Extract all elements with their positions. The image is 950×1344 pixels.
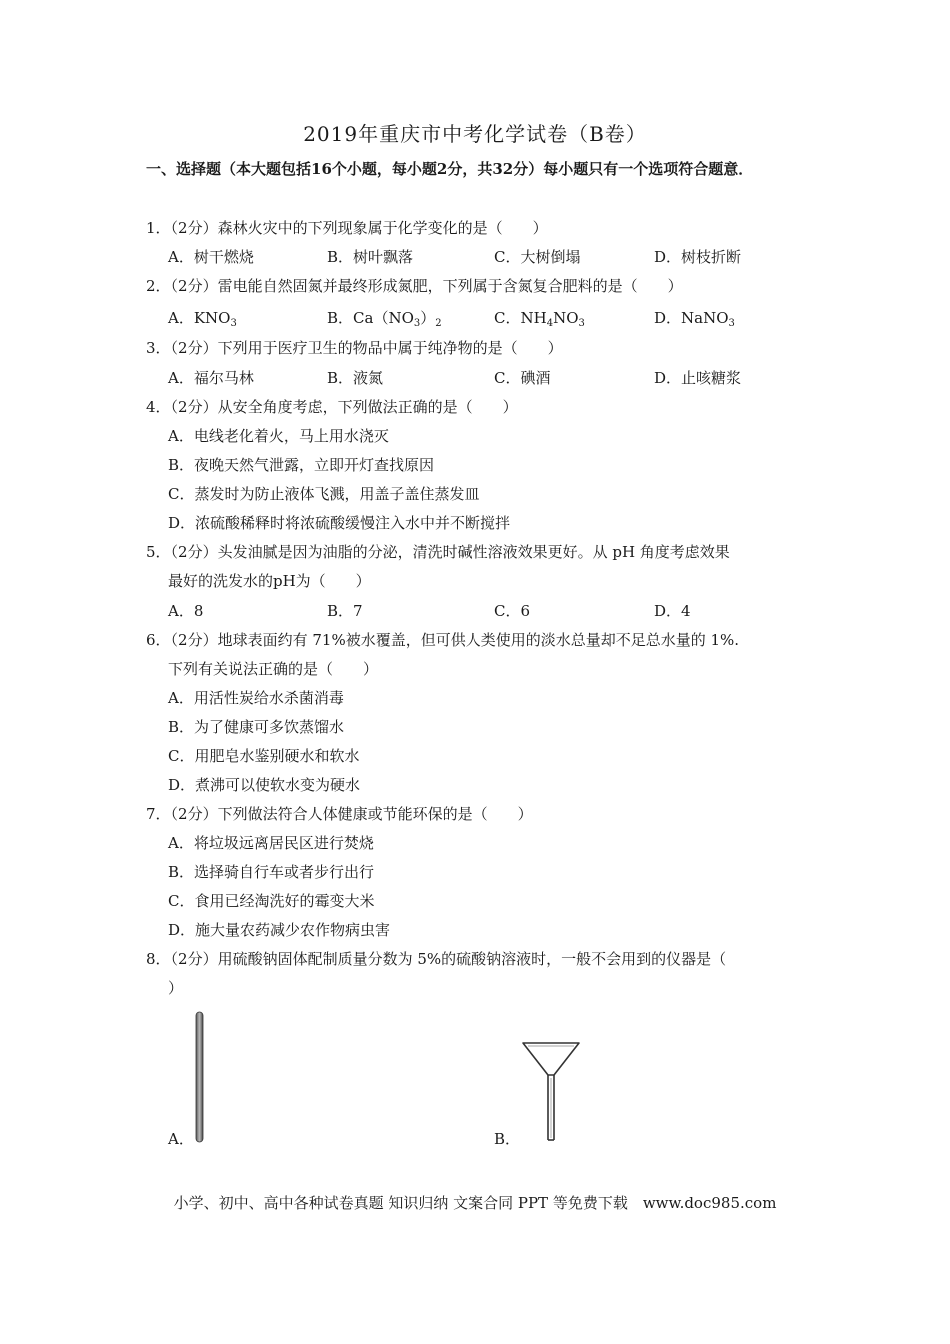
question-6-option-a: A．用活性炭给水杀菌消毒: [168, 689, 344, 707]
question-3-option-b: B．液氮: [327, 369, 384, 387]
question-4-option-c: C．蒸发时为防止液体飞溅，用盖子盖住蒸发皿: [168, 485, 480, 503]
question-4-option-d: D．浓硫酸稀释时将浓硫酸缓慢注入水中并不断搅拌: [168, 514, 511, 532]
question-7-option-b: B．选择骑自行车或者步行出行: [168, 863, 375, 881]
question-4-option-a: A．电线老化着火，马上用水浇灭: [168, 427, 389, 445]
glass-rod-figure: [190, 1010, 210, 1145]
question-7-option-d: D．施大量农药减少农作物病虫害: [168, 921, 391, 939]
question-6-option-c: C．用肥皂水鉴别硬水和软水: [168, 747, 360, 765]
question-7-stem: 7．（2分）下列做法符合人体健康或节能环保的是（ ）: [146, 805, 533, 823]
question-2-option-d: D．NaNO$_3$: [654, 309, 735, 329]
question-5-stem-continued: 最好的洗发水的pH为（ ）: [168, 572, 371, 590]
question-4-stem: 4．（2分）从安全角度考虑，下列做法正确的是（ ）: [146, 398, 518, 416]
question-1-option-b: B．树叶飘落: [327, 248, 414, 266]
question-8-stem: 8．（2分）用硫酸钠固体配制质量分数为 5%的硫酸钠溶液时，一般不会用到的仪器是（: [146, 950, 727, 968]
question-5-stem: 5．（2分）头发油腻是因为油脂的分泌，清洗时碱性溶液效果更好。从 pH 角度考虑效果: [146, 543, 730, 561]
question-3-option-c: C．碘酒: [494, 369, 551, 387]
question-2-option-b: B．$Ca(NO_3)_2$: [327, 309, 442, 329]
question-3-option-d: D．止咳糖浆: [654, 369, 742, 387]
question-7-option-c: C．食用已经淘洗好的霉变大米: [168, 892, 375, 910]
question-1-option-d: D．树枝折断: [654, 248, 742, 266]
section-header: 一、选择题（本大题包括16个小题，每小题2分，共32分）每小题只有一个选项符合题意．: [146, 160, 754, 178]
question-1-stem: 1．（2分）森林火灾中的下列现象属于化学变化的是（ ）: [146, 219, 548, 237]
footer-text: 小学、初中、高中各种试卷真题 知识归纳 文案合同 PPT 等免费下载 www.doc985.com: [173, 1194, 777, 1212]
question-8-option-b: B．: [494, 1130, 521, 1148]
question-1-option-a: A．树干燃烧: [168, 248, 254, 266]
question-2-option-c: C．$NH_4NO_3$: [494, 309, 585, 329]
question-7-option-a: A．将垃圾远离居民区进行焚烧: [168, 834, 374, 852]
question-5-option-c: C．6: [494, 602, 531, 620]
question-6-stem: 6．（2分）地球表面约有 71%被水覆盖，但可供人类使用的淡水总量却不足总水量的 1%.: [146, 631, 740, 649]
question-1-option-c: C．大树倒塌: [494, 248, 581, 266]
funnel-figure: [520, 1038, 582, 1144]
question-6-option-b: B．为了健康可多饮蒸馏水: [168, 718, 345, 736]
page-title: 2019年重庆市中考化学试卷（B卷）: [303, 122, 647, 146]
question-8-stem-continued: ）: [168, 979, 184, 997]
question-3-stem: 3．（2分）下列用于医疗卫生的物品中属于纯净物的是（ ）: [146, 339, 563, 357]
question-3-option-a: A．福尔马林: [168, 369, 254, 387]
question-5-option-a: A．8: [168, 602, 204, 620]
question-6-option-d: D．煮沸可以使软水变为硬水: [168, 776, 361, 794]
question-8-option-a: A．: [168, 1130, 194, 1148]
question-2-option-a: A．$KNO_3$: [168, 309, 237, 329]
question-6-stem-continued: 下列有关说法正确的是（ ）: [168, 660, 379, 678]
question-5-option-b: B．7: [327, 602, 363, 620]
question-2-stem: 2．（2分）雷电能自然固氮并最终形成氮肥，下列属于含氮复合肥料的是（ ）: [146, 277, 683, 295]
question-5-option-d: D．4: [654, 602, 691, 620]
question-4-option-b: B．夜晚天然气泄露，立即开灯查找原因: [168, 456, 435, 474]
